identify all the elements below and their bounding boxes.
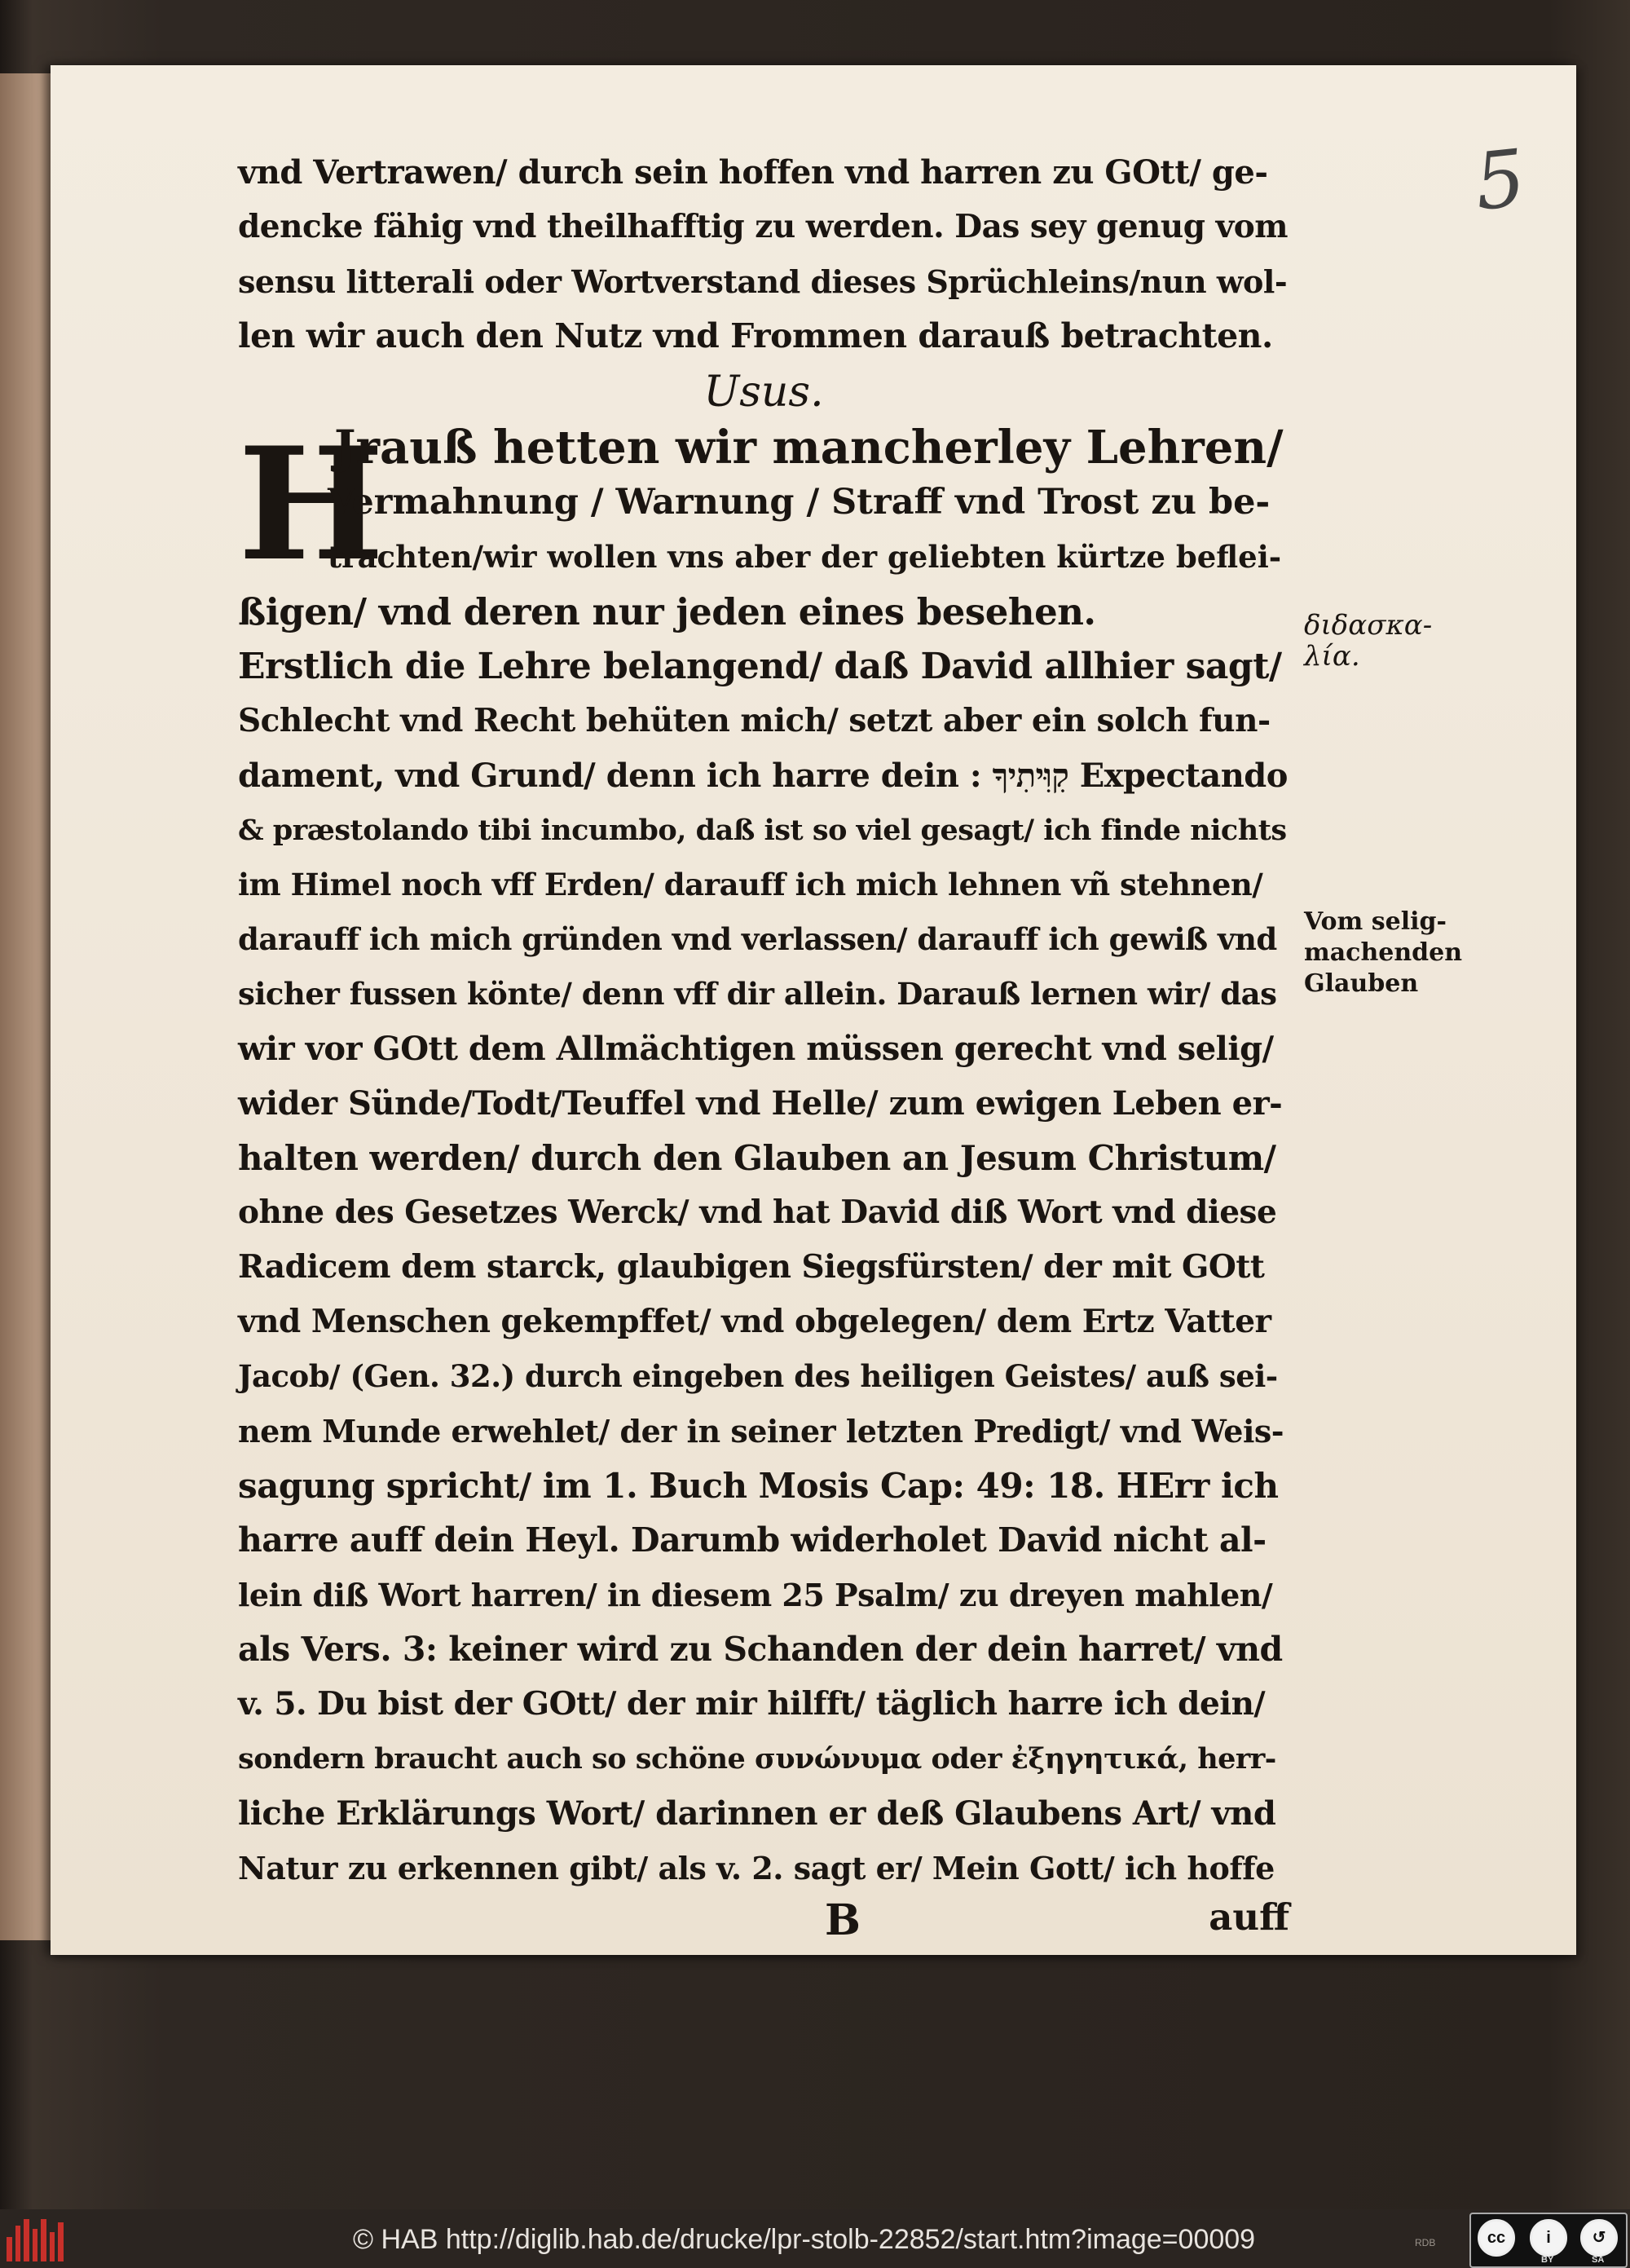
text-line: Jacob/ (Gen. 32.) durch eingeben des heiligen Geistes/ auß sei- (238, 1358, 1278, 1394)
text-line: Vermahnung / Warnung / Straff vnd Trost zu be- (328, 482, 1271, 523)
text-line: lein diß Wort harren/ in diesem 25 Psalm/ zu dreyen mahlen/ (238, 1577, 1273, 1613)
marginal-note-didaskalia (1304, 610, 1432, 672)
cc-license-badge[interactable] (1469, 2213, 1628, 2268)
cc-icon: cc (1478, 2219, 1515, 2257)
copyright-link[interactable]: © HAB http://diglib.hab.de/drucke/lpr-stolb-22852/start.htm?image=00009 (353, 2224, 1256, 2255)
catchword: auff (1209, 1895, 1289, 1939)
text-line: sagung spricht/ im 1. Buch Mosis Cap: 49: 18. HErr ich (238, 1466, 1279, 1506)
text-line: & præstolando tibi incumbo, daß ist so viel gesagt/ ich finde nichts (238, 814, 1287, 847)
text-line: als Vers. 3: keiner wird zu Schanden der dein harret/ vnd (238, 1630, 1283, 1669)
marginal-line: διδασκα- (1304, 609, 1433, 642)
marginal-line: λία. (1304, 640, 1360, 673)
text-line: vnd Vertrawen/ durch sein hoffen vnd harren zu GOtt/ ge- (238, 153, 1268, 192)
previous-page-edge (0, 73, 57, 1940)
text-line: darauff ich mich gründen vnd verlassen/ darauff ich gewiß vnd (238, 921, 1277, 957)
text-line: halten werden/ durch den Glauben an Jesum Christum/ (238, 1138, 1276, 1178)
marginal-note-glauben (1304, 907, 1462, 999)
text-line: nem Munde erwehlet/ der in seiner letzten Predigt/ vnd Weis- (238, 1413, 1284, 1449)
text-line: Schlecht vnd Recht behüten mich/ setzt aber ein solch fun- (238, 702, 1271, 739)
initial-paragraph (238, 413, 1289, 595)
text-line: Radicem dem starck, glaubigen Siegsfürsten/ der mit GOtt (238, 1248, 1265, 1286)
page-footer-row (238, 1895, 1289, 1950)
text-line: harre auff dein Heyl. Darumb widerholet David nicht al- (238, 1520, 1267, 1560)
share-alike-icon: ↺ (1580, 2219, 1618, 2257)
hab-logo (7, 2216, 64, 2261)
main-text-block (238, 145, 1289, 1950)
footer-small-text: RDB (1415, 2237, 1436, 2248)
text-line: ßigen/ vnd deren nur jeden eines besehen. (238, 590, 1096, 633)
text-line: ohne des Gesetzes Werck/ vnd hat David diß Wort vnd diese (238, 1194, 1277, 1231)
text-lines-after-initial (238, 585, 1289, 1895)
text-line: Erstlich die Lehre belangend/ daß David allhier sagt/ (238, 646, 1282, 687)
marginal-line: Vom selig- (1304, 907, 1447, 936)
text-line: len wir auch den Nutz vnd Frommen darauß betrachten. (238, 316, 1273, 355)
text-line: dament, vnd Grund/ denn ich harre dein : קִוִּיתִיךָ Expectando (238, 757, 1288, 795)
text-line: im Himel noch vff Erden/ darauff ich mich lehnen vñ stehnen/ (238, 867, 1263, 902)
decorated-initial: H (238, 413, 385, 595)
text-line: trachten/wir wollen vns aber der geliebten kürtze beflei- (328, 539, 1282, 575)
text-line: sondern braucht auch so schöne συνώνυμα oder ἐξηγητικά, herr- (238, 1742, 1276, 1776)
text-line: Jrauß hetten wir mancherley Lehren/ (334, 421, 1284, 474)
text-line: dencke fähig vnd theilhafftig zu werden. Das sey genug vom (238, 208, 1289, 245)
license-label-sa: SA (1592, 2255, 1605, 2265)
text-line: wir vor GOtt dem Allmächtigen müssen gerecht vnd selig/ (238, 1030, 1274, 1068)
text-line: v. 5. Du bist der GOtt/ der mir hilfft/ täglich harre ich dein/ (238, 1685, 1266, 1723)
text-line: sicher fussen könte/ denn vff dir allein. Darauß lernen wir/ das (238, 976, 1277, 1012)
marginal-line: machenden (1304, 938, 1463, 967)
text-line: wider Sünde/Todt/Teuffel vnd Helle/ zum ewigen Leben er- (238, 1084, 1283, 1123)
text-line: sensu litterali oder Wortverstand dieses Sprüchleins/nun wol- (238, 263, 1288, 300)
text-line: vnd Menschen gekempffet/ vnd obgelegen/ dem Ertz Vatter (238, 1303, 1271, 1340)
license-label-by: BY (1541, 2255, 1554, 2265)
attribution-icon: i (1530, 2219, 1567, 2257)
handwritten-page-number: 5 (1470, 132, 1530, 228)
text-lines-before-heading (238, 145, 1289, 364)
text-line: liche Erklärungs Wort/ darinnen er deß Glaubens Art/ vnd (238, 1794, 1276, 1833)
marginal-line: Glauben (1304, 969, 1419, 998)
section-heading: Usus. (703, 368, 824, 417)
text-line: Natur zu erkennen gibt/ als v. 2. sagt er/ Mein Gott/ ich hoffe (238, 1850, 1275, 1886)
signature-mark: B (825, 1895, 861, 1945)
viewer-footer (0, 2209, 1630, 2268)
